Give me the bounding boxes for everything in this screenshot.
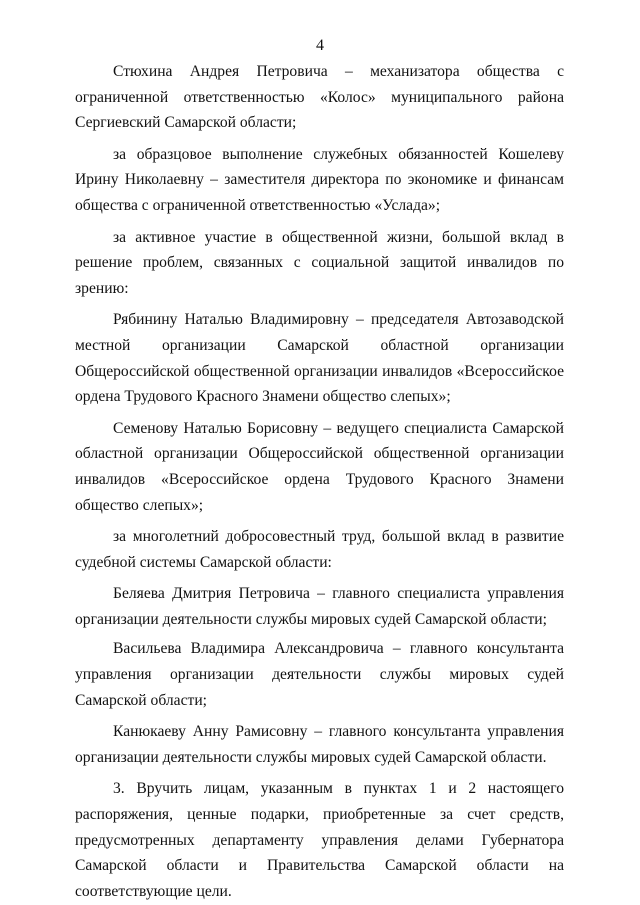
- document-body: [75, 59, 564, 904]
- paragraph-item-3-gifts: 3. Вручить лицам, указанным в пунктах 1 и 2 настоящего распоряжения, ценные подарки, приобретенные за счет средств, предусмотренных департаменту управления делами Губернатора Самарской области и Правительства Самарской области на соответствующие цели.: [75, 780, 564, 900]
- paragraph-category-judicial-system: за многолетний добросовестный труд, большой вклад в развитие судебной системы Самарской области:: [75, 528, 564, 571]
- paragraph-awardee-semenova: Семенову Наталью Борисовну – ведущего специалиста Самарской областной организации Общероссийской общественной организации инвалидов «Всероссийское ордена Трудового Красного Знамени общество слепых»;: [75, 419, 564, 514]
- paragraph-awardee-vasiliev: Васильева Владимира Александровича – главного консультанта управления организации деятельности службы мировых судей Самарской области;: [75, 640, 564, 709]
- paragraph-awardee-kosheleva: за образцовое выполнение служебных обязанностей Кошелеву Ирину Николаевну – заместителя директора по экономике и финансам общества с ограниченной ответственностью «Услада»;: [75, 145, 564, 214]
- paragraph-awardee-belyaev: Беляева Дмитрия Петровича – главного специалиста управления организации деятельности службы мировых судей Самарской области;: [75, 585, 564, 628]
- paragraph-awardee-ryabinina: Рябинину Наталью Владимировну – председателя Автозаводской местной организации Самарской областной организации Общероссийской общественной организации инвалидов «Всероссийское ордена Трудового Красного Знамени общество слепых»;: [75, 311, 564, 406]
- page-number: 4: [316, 37, 324, 54]
- paragraph-awardee-kanyukaeva: Канюкаеву Анну Рамисовну – главного консультанта управления организации деятельности службы мировых судей Самарской области.: [75, 723, 564, 766]
- paragraph-awardee-stukhin: Стюхина Андрея Петровича – механизатора общества с ограниченной ответственностью «Колос» муниципального района Сергиевский Самарской области;: [75, 63, 564, 132]
- paragraph-category-social-protection: за активное участие в общественной жизни, большой вклад в решение проблем, связанных с социальной защитой инвалидов по зрению:: [75, 228, 564, 297]
